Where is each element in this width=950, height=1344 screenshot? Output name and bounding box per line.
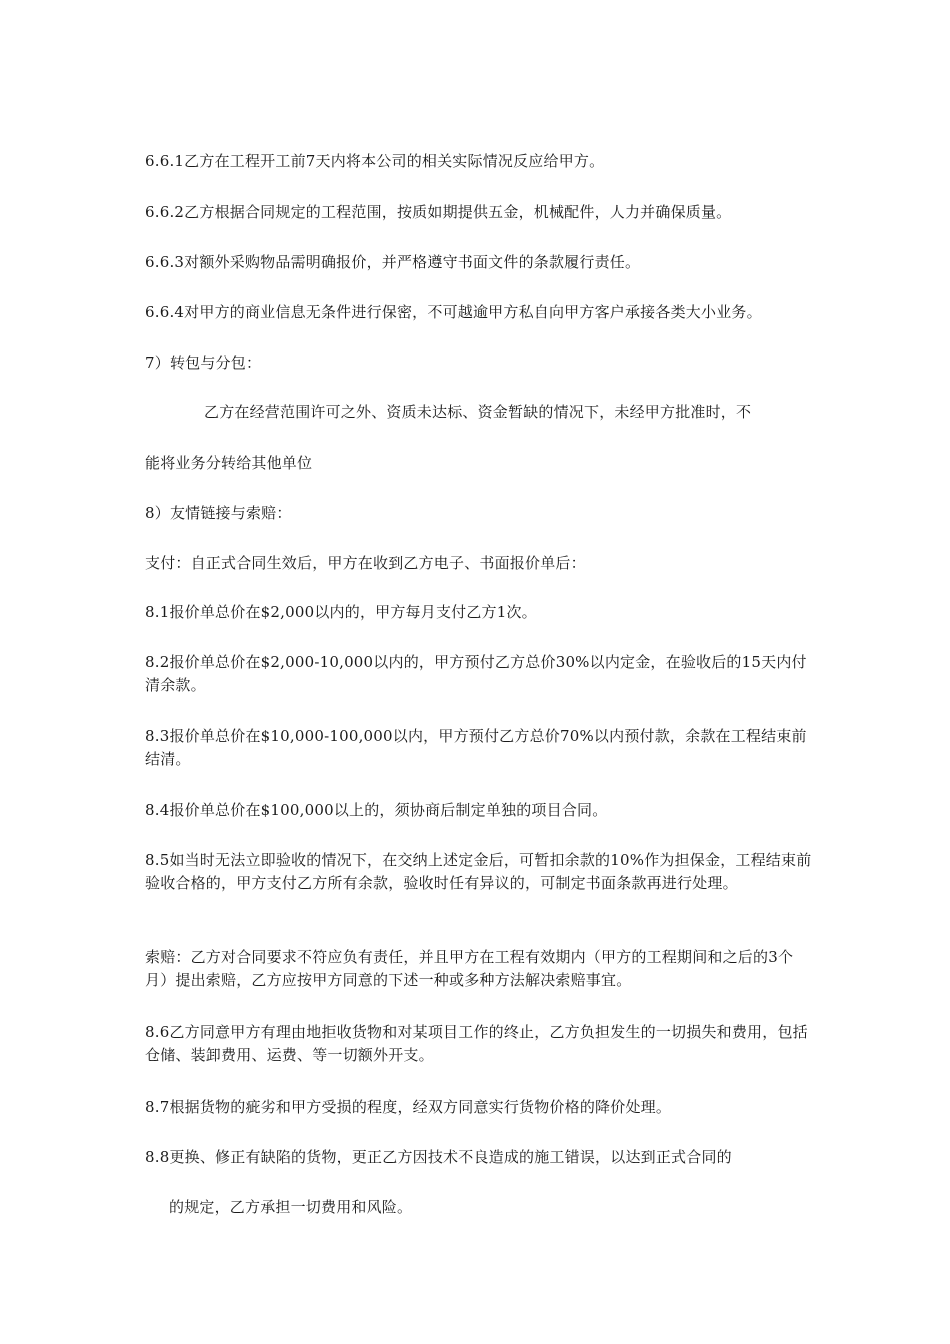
clause-8-3: 8.3报价单总价在$10,000-100,000以内，甲方预付乙方总价70%以内预付款，余款在工程结束前结清。 xyxy=(145,727,807,768)
clause-8-5: 8.5如当时无法立即验收的情况下，在交纳上述定金后，可暂扣余款的10%作为担保金，工程结束前验收合格的，甲方支付乙方所有余款，验收时任有异议的，可制定书面条款再进行处理。 xyxy=(145,851,812,892)
section-7-heading: 7）转包与分包： xyxy=(145,354,262,372)
clause-8-7: 8.7根据货物的疵劣和甲方受损的程度，经双方同意实行货物价格的降价处理。 xyxy=(145,1098,672,1116)
clause-8-6: 8.6乙方同意甲方有理由地拒收货物和对某项目工作的终止，乙方负担发生的一切损失和费用，包括仓储、装卸费用、运费、等一切额外开支。 xyxy=(145,1023,808,1064)
clause-8-1: 8.1报价单总价在$2,000以内的，甲方每月支付乙方1次。 xyxy=(145,603,537,621)
payment-intro: 支付：自正式合同生效后，甲方在收到乙方电子、书面报价单后： xyxy=(145,554,586,572)
claims-intro: 索赔：乙方对合同要求不符应负有责任，并且甲方在工程有效期内（甲方的工程期间和之后的3个月）提出索赔，乙方应按甲方同意的下述一种或多种方法解决索赔事宜。 xyxy=(145,948,794,989)
clause-6-6-1: 6.6.1乙方在工程开工前7天内将本公司的相关实际情况反应给甲方。 xyxy=(145,152,605,170)
clause-8-4: 8.4报价单总价在$100,000以上的，须协商后制定单独的项目合同。 xyxy=(145,801,608,819)
section-8-heading: 8）友情链接与索赔： xyxy=(145,504,292,522)
clause-8-2: 8.2报价单总价在$2,000-10,000以内的，甲方预付乙方总价30%以内定金，在验收后的15天内付清余款。 xyxy=(145,653,807,694)
section-7-body-line2: 能将业务分转给其他单位 xyxy=(145,454,313,472)
clause-8-8-line1: 8.8更换、修正有缺陷的货物，更正乙方因技术不良造成的施工错误，以达到正式合同的 xyxy=(145,1148,732,1166)
clause-8-8-line2: 的规定，乙方承担一切费用和风险。 xyxy=(169,1198,413,1216)
section-7-body-line1: 乙方在经营范围许可之外、资质未达标、资金暂缺的情况下，未经甲方批准时，不 xyxy=(204,403,752,421)
clause-6-6-3: 6.6.3对额外采购物品需明确报价，并严格遵守书面文件的条款履行责任。 xyxy=(145,253,641,271)
clause-6-6-4: 6.6.4对甲方的商业信息无条件进行保密，不可越逾甲方私自向甲方客户承接各类大小业务。 xyxy=(145,303,762,321)
clause-6-6-2: 6.6.2乙方根据合同规定的工程范围，按质如期提供五金，机械配件，人力并确保质量。 xyxy=(145,203,732,221)
